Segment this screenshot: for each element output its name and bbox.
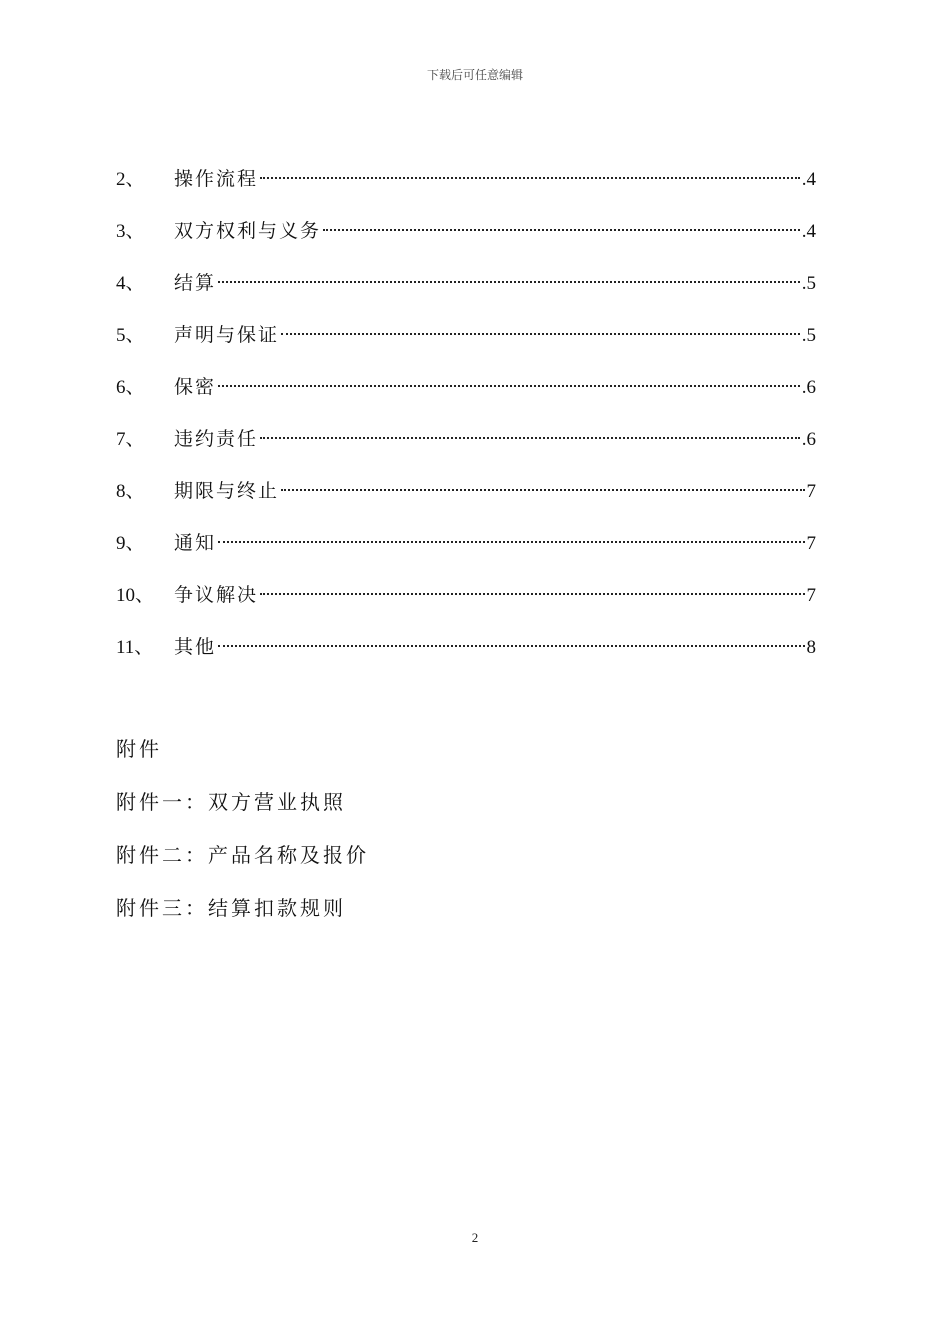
toc-entry[interactable] [116,163,816,215]
toc-entry[interactable] [116,371,816,423]
table-of-contents [116,163,816,683]
toc-entry[interactable] [116,631,816,683]
toc-dot-leader [281,333,800,335]
toc-dot-leader [260,437,800,439]
page-number: 2 [471,1230,479,1245]
toc-entry-title: 双方权利与义务 [174,220,322,242]
attachment-item: 附件二：产品名称及报价 [116,843,369,867]
toc-entry-number: 10、 [116,585,155,606]
attachment-item: 附件三：结算扣款规则 [116,896,346,920]
toc-dot-leader [323,229,800,231]
toc-entry-page: .6 [801,377,816,398]
toc-dot-leader [218,541,804,543]
toc-entry-title: 期限与终止 [174,480,280,502]
toc-entry[interactable] [116,579,816,631]
toc-entry-number: 8、 [116,481,145,502]
toc-entry-page: 8 [806,637,816,658]
toc-entry-title: 保密 [174,376,217,398]
toc-entry[interactable] [116,267,816,319]
toc-dot-leader [281,489,804,491]
toc-entry-title: 通知 [174,532,217,554]
toc-entry-title: 违约责任 [174,428,259,450]
toc-entry-page: .4 [801,169,816,190]
toc-dot-leader [218,385,800,387]
toc-entry-number: 2、 [116,169,145,190]
toc-entry-number: 11、 [116,637,154,658]
toc-entry-number: 3、 [116,221,145,242]
toc-dot-leader [218,281,800,283]
toc-entry-page: 7 [806,585,816,606]
toc-entry-page: .4 [801,221,816,242]
toc-entry-page: .5 [801,325,816,346]
toc-entry-page: .5 [801,273,816,294]
toc-entry[interactable] [116,527,816,579]
toc-entry[interactable] [116,423,816,475]
attachments-section [116,733,816,945]
toc-entry-title: 结算 [174,272,217,294]
toc-entry-number: 5、 [116,325,145,346]
toc-entry[interactable] [116,215,816,267]
toc-entry-number: 6、 [116,377,145,398]
toc-dot-leader [260,177,800,179]
toc-dot-leader [218,645,804,647]
toc-entry-number: 7、 [116,429,145,450]
toc-entry-page: .6 [801,429,816,450]
attachment-item: 附件一：双方营业执照 [116,790,346,814]
toc-entry-number: 4、 [116,273,145,294]
page-header: 下载后可任意编辑 [426,68,523,82]
toc-entry-page: 7 [806,481,816,502]
toc-entry-title: 其他 [174,636,217,658]
toc-entry-title: 争议解决 [174,584,259,606]
toc-entry[interactable] [116,475,816,527]
toc-entry-page: 7 [806,533,816,554]
toc-entry[interactable] [116,319,816,371]
toc-entry-number: 9、 [116,533,145,554]
toc-dot-leader [260,593,804,595]
toc-entry-title: 操作流程 [174,168,259,190]
attachments-heading: 附件 [116,737,162,761]
toc-entry-title: 声明与保证 [174,324,280,346]
